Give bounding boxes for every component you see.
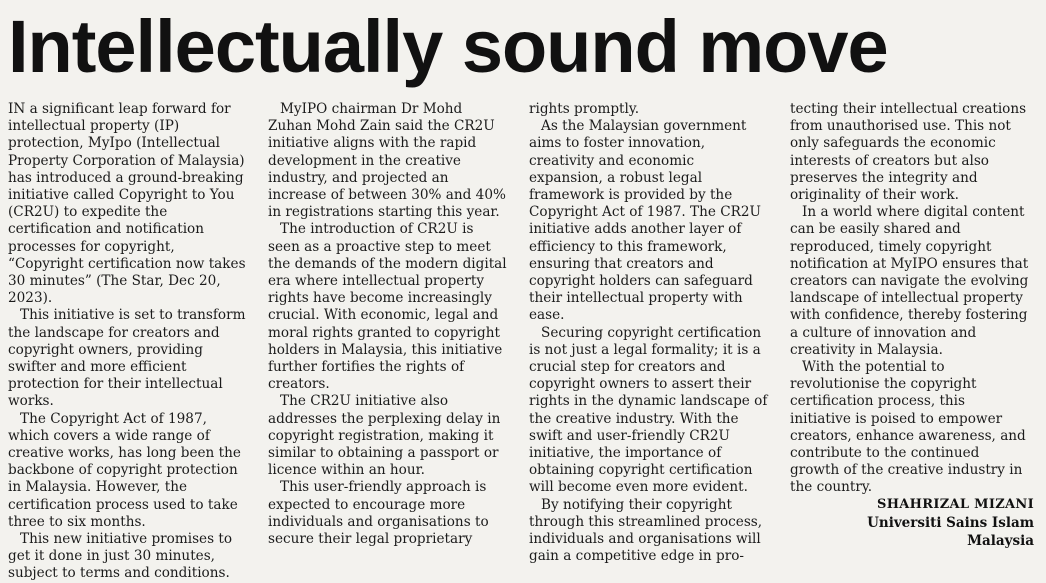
- paragraph: In a world where digital content can be easily shared and reproduced, timely copyright notification at MyIPO ensures that creators can navigate the evolving landscape of intellectual property with confidence, thereby fostering a culture of innovation and creativity in Malaysia.: [790, 204, 1029, 358]
- headline: Intellectually sound move: [8, 5, 888, 88]
- paragraph: IN a significant leap forward for intellectual property (IP) protection, MyIpo (Intellectual Property Corporation of Malaysia) has introduced a ground-breaking initiative called Copyright to You (CR2U) to expedite the certification and notification processes for copyright, “Copyright certification now takes 30 minutes” (The Star, Dec 20, 2023).: [8, 101, 246, 307]
- paragraph: This user-friendly approach is expected to encourage more individuals and organisations to secure their legal proprietary: [268, 479, 489, 548]
- paragraph: As the Malaysian government aims to foster innovation, creativity and economic expansion, a robust legal framework is provided by the Copyright Act of 1987. The CR2U initiative adds another layer of efficiency to this framework, ensuring that creators and copyright holders can safeguard their intellectual property with ease.: [529, 118, 761, 324]
- paragraph: The Copyright Act of 1987, which covers a wide range of creative works, has long been the backbone of copyright protection in Malaysia. However, the certification process used to take three to six months.: [8, 410, 241, 530]
- article-column-3: [529, 101, 769, 565]
- paragraph: This initiative is set to transform the landscape for creators and copyright owners, providing swifter and more efficient protection for their intellectual works.: [8, 307, 246, 410]
- author-affiliation: Universiti Sains Islam: [867, 515, 1034, 531]
- author-name: SHAHRIZAL MIZANI: [877, 497, 1034, 512]
- author-byline: [790, 496, 1034, 550]
- paragraph: tecting their intellectual creations from unauthorised use. This not only safeguards the economic interests of creators but also preserves the integrity and originality of their work.: [790, 101, 1027, 204]
- article-column-2: [268, 101, 508, 548]
- paragraph: rights promptly.: [529, 101, 640, 117]
- paragraph: MyIPO chairman Dr Mohd Zuhan Mohd Zain said the CR2U initiative aligns with the rapid development in the creative industry, and projected an increase of between 30% and 40% in registrations starting this year.: [268, 101, 506, 221]
- paragraph: Securing copyright certification is not just a legal formality; it is a crucial step for creators and copyright owners to assert their rights in the dynamic landscape of the creative industry. With the swift and user-friendly CR2U initiative, the importance of obtaining copyright certification will become even more evident.: [529, 324, 768, 496]
- paragraph: With the potential to revolutionise the copyright certification process, this initiative is poised to empower creators, enhance awareness, and contribute to the continued growth of the creative industry in the country.: [790, 359, 1026, 496]
- paragraph: The CR2U initiative also addresses the perplexing delay in copyright registration, making it similar to obtaining a passport or licence within an hour.: [268, 393, 501, 479]
- article-column-4: [790, 101, 1030, 497]
- author-affiliation-country: Malaysia: [967, 533, 1034, 549]
- paragraph: The introduction of CR2U is seen as a proactive step to meet the demands of the modern digital era where intellectual property rights have become increasingly crucial. With economic, legal and moral rights granted to copyright holders in Malaysia, this initiative further fortifies the rights of creators.: [268, 221, 507, 393]
- article-column-1: [8, 101, 248, 583]
- paragraph: By notifying their copyright through this streamlined process, individuals and organisations will gain a competitive edge in pro-: [529, 496, 763, 565]
- paragraph: This new initiative promises to get it done in just 30 minutes, subject to terms and conditions.: [8, 531, 233, 582]
